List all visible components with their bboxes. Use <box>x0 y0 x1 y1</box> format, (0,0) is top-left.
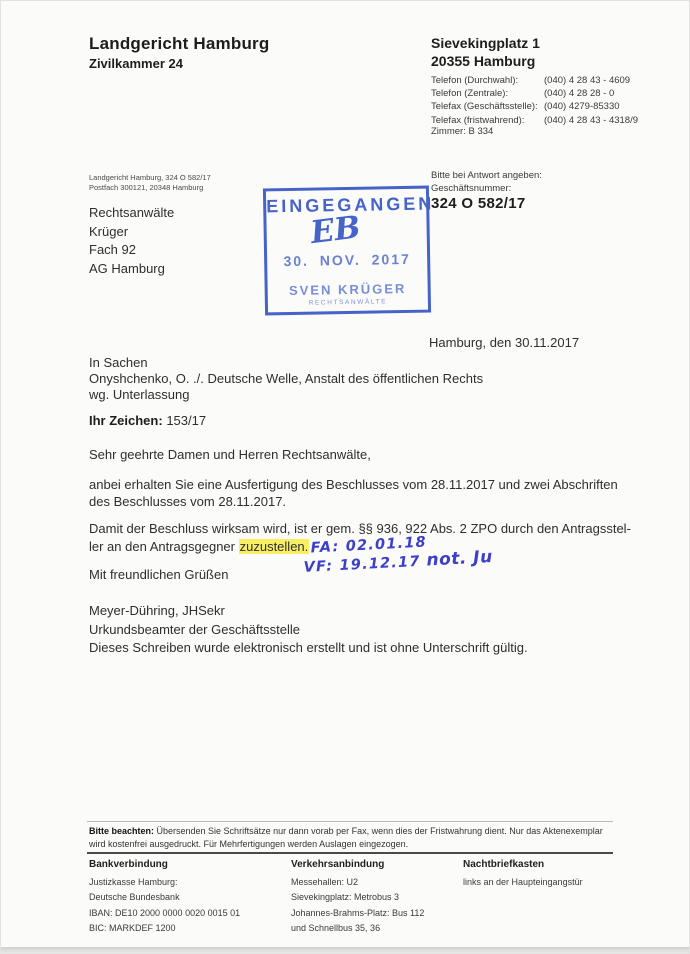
footer-rule-top <box>87 821 613 822</box>
case-number: 324 O 582/17 <box>431 195 526 212</box>
court-city: 20355 Hamburg <box>431 53 536 69</box>
court-room: Zimmer: B 334 <box>431 126 494 137</box>
footer-line: links an der Haupteingangstür <box>463 876 583 887</box>
court-chamber: Zivilkammer 24 <box>89 56 183 71</box>
contact-label: Telefon (Durchwahl): <box>431 75 519 86</box>
footer-line: und Schnellbus 35, 36 <box>291 923 381 933</box>
contact-row-fax-deadline <box>431 114 659 127</box>
eingegangen-stamp <box>263 186 435 316</box>
footer-nightbox-column <box>463 857 623 890</box>
contact-label: Telefon (Zentrale): <box>431 88 509 100</box>
footer-notice-label: Bitte beachten: <box>89 826 155 836</box>
reply-note-2: Geschäftsnummer: <box>431 182 512 194</box>
letter-date: Hamburg, den 30.11.2017 <box>429 335 580 350</box>
contact-value: (040) 4 28 43 - 4318/9 <box>544 114 639 126</box>
handwritten-date-2: VF: 19.12.17 <box>303 553 422 576</box>
footer-line: IBAN: DE10 2000 0000 0020 0015 01 <box>89 907 241 918</box>
paragraph-line: anbei erhalten Sie eine Ausfertigung des Beschlusses vom 28.11.2017 und zwei Abschriften <box>89 477 618 492</box>
salutation: Sehr geehrte Damen und Herren Rechtsanwälte, <box>89 447 371 462</box>
handwritten-line-1: FA: 02.01.18 <box>310 534 428 557</box>
recipient-line: AG Hamburg <box>89 260 165 276</box>
your-reference-label: Ihr Zeichen: <box>89 413 163 428</box>
recipient-line: Rechtsanwälte <box>89 205 175 220</box>
footer-notice-text: Übersenden Sie Schriftsätze nur dann vorab per Fax, wenn dies der Fristwahrung dient. Nur das Aktenexemplar wird kostenfrei ausgedruckt. Für Mehrfertigungen werden Auslagen eingezogen. <box>89 826 603 849</box>
highlighted-word: zuzustellen. <box>239 538 309 554</box>
footer-line: Sievekingplatz: Metrobus 3 <box>291 892 400 902</box>
stamp-handwritten-initials: EB <box>308 209 363 252</box>
footer-bank-column <box>89 857 284 937</box>
stamp-title: EINGEGANGEN <box>266 193 435 217</box>
contact-row-phone-central <box>431 87 659 100</box>
footer-rule-bottom <box>87 852 613 854</box>
footer-line: Johannes-Brahms-Platz: Bus 112 <box>291 907 425 918</box>
contact-value: (040) 4 28 43 - 4609 <box>544 75 631 86</box>
stamp-firm-name: SVEN KRÜGER <box>288 280 407 299</box>
footer-column-header: Bankverbindung <box>89 859 168 870</box>
contact-value: (040) 4279-85330 <box>544 101 620 113</box>
contact-row-phone-direct <box>431 74 659 87</box>
footer-line: Deutsche Bundesbank <box>89 892 180 902</box>
sender-line-2: Postfach 300121, 20348 Hamburg <box>89 183 204 192</box>
recipient-line: Fach 92 <box>89 242 136 257</box>
signature-note: Dieses Schreiben wurde elektronisch erstellt und ist ohne Unterschrift gültig. <box>89 640 528 655</box>
footer-line: BIC: MARKDEF 1200 <box>89 923 176 933</box>
footer-notice <box>89 825 617 850</box>
stamp-firm-subtitle: RECHTSANWÄLTE <box>308 298 388 307</box>
court-address <box>431 34 641 70</box>
paragraph-line: Damit der Beschluss wirksam wird, ist er gem. §§ 936, 922 Abs. 2 ZPO durch den Antragsstel- <box>89 521 631 536</box>
footer-column-header: Verkehrsanbindung <box>291 859 385 870</box>
court-contact-list <box>431 74 659 127</box>
handwritten-suffix: not. Ju <box>426 547 494 571</box>
signature-name: Meyer-Dühring, JHSekr <box>89 603 225 618</box>
footer-transport-column <box>291 857 461 937</box>
paragraph-enclosure <box>89 476 618 510</box>
contact-label: Telefax (Geschäftsstelle): <box>431 101 538 113</box>
case-block <box>89 355 483 403</box>
contact-row-fax-office <box>431 100 659 113</box>
paragraph-line-prefix: ler an den Antragsgegner <box>89 538 239 554</box>
reply-note-1: Bitte bei Antwort angeben: <box>431 170 542 181</box>
footer-column-header: Nachtbriefkasten <box>463 859 545 870</box>
court-street: Sievekingplatz 1 <box>431 35 540 51</box>
case-subject: wg. Unterlassung <box>89 387 190 402</box>
stamp-date: 30. NOV. 2017 <box>283 250 411 270</box>
page-bottom-edge <box>1 947 690 953</box>
your-reference <box>89 413 206 428</box>
your-reference-value: 153/17 <box>166 413 207 428</box>
recipient-address <box>89 204 174 278</box>
closing-formula: Mit freundlichen Grüßen <box>89 567 229 582</box>
footer-line: Messehallen: U2 <box>291 876 359 887</box>
recipient-line: Krüger <box>89 223 129 239</box>
case-number-box <box>431 170 542 211</box>
case-parties: Onyshchenko, O. ./. Deutsche Welle, Anstalt des öffentlichen Rechts <box>89 371 484 386</box>
footer-line: Justizkasse Hamburg: <box>89 876 178 887</box>
court-name: Landgericht Hamburg <box>89 34 270 53</box>
contact-value: (040) 4 28 28 - 0 <box>544 88 615 100</box>
case-intro: In Sachen <box>89 355 148 370</box>
signature-block <box>89 602 528 658</box>
sender-line <box>89 173 211 193</box>
sender-line-1: Landgericht Hamburg, 324 O 582/17 <box>89 173 211 182</box>
signature-title: Urkundsbeamter der Geschäftsstelle <box>89 621 300 637</box>
paragraph-line: des Beschlusses vom 28.11.2017. <box>89 494 287 509</box>
contact-label: Telefax (fristwahrend): <box>431 114 525 126</box>
